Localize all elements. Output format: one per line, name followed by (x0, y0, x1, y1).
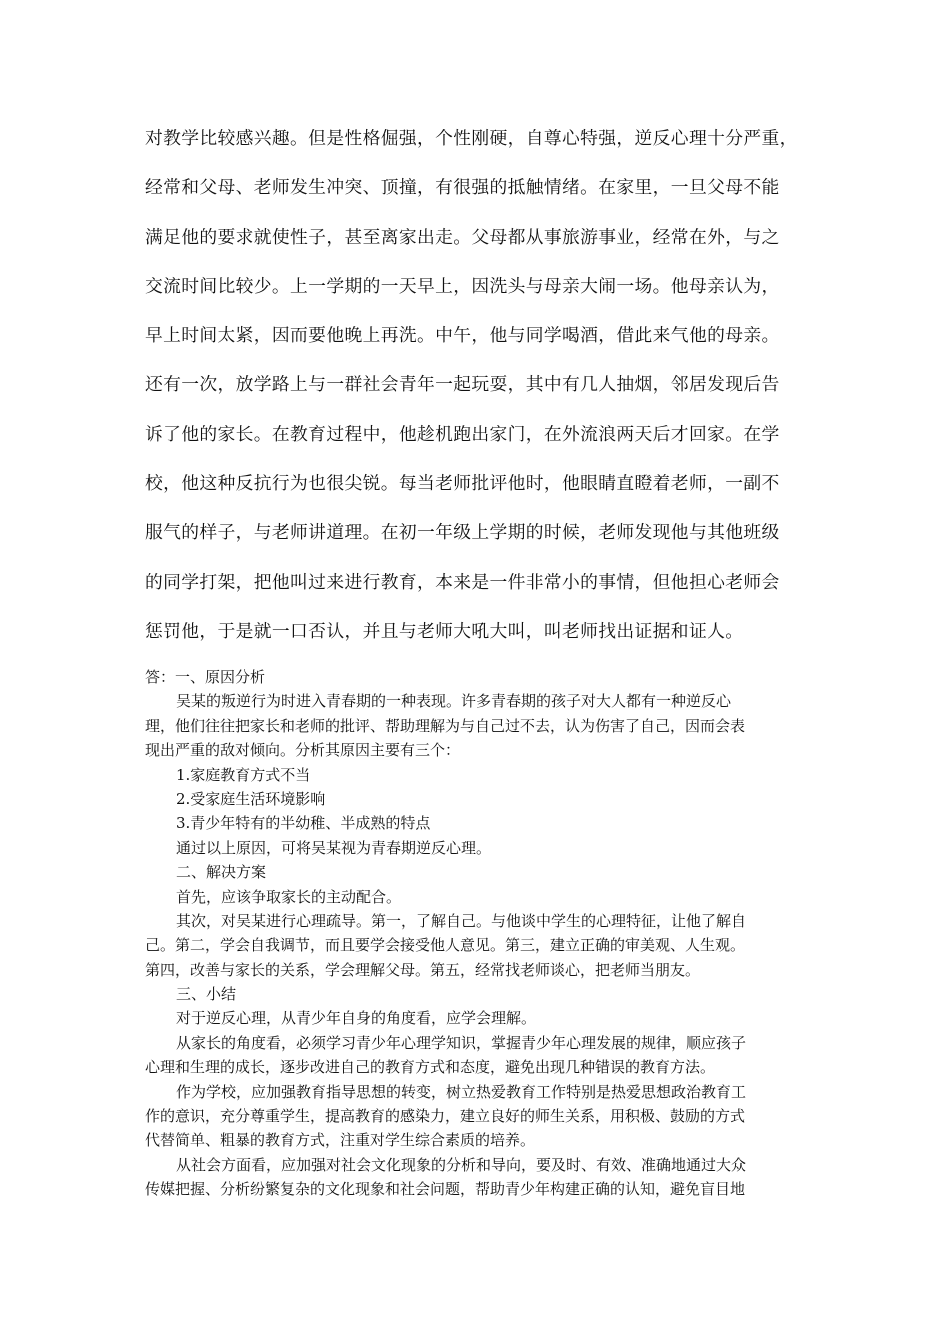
case-line: 还有一次，放学路上与一群社会青年一起玩耍，其中有几人抽烟，邻居发现后告 (145, 374, 780, 396)
answer-paragraph-line: 代替简单、粗暴的教育方式，注重对学生综合素质的培养。 (145, 1131, 536, 1150)
case-line: 服气的样子，与老师讲道理。在初一年级上学期的时候，老师发现他与其他班级 (145, 522, 780, 544)
case-line: 惩罚他，于是就一口否认，并且与老师大吼大叫，叫老师找出证据和证人。 (145, 620, 744, 642)
answer-paragraph-line: 心理和生理的成长，逐步改进自己的教育方式和态度，避免出现几种错误的教育方法。 (145, 1058, 716, 1077)
case-description (145, 122, 813, 664)
answer-paragraph-line: 现出严重的敌对倾向。分析其原因主要有三个： (145, 741, 461, 760)
answer-paragraph-line: 吴某的叛逆行为时进入青春期的一种表现。许多青春期的孩子对大人都有一种逆反心 (176, 692, 732, 711)
answer-heading: 答：一、原因分析 (145, 668, 266, 686)
answer-section (145, 665, 813, 1202)
answer-paragraph-line: 对于逆反心理，从青少年自身的角度看，应学会理解。 (176, 1009, 537, 1028)
case-line: 的同学打架，把他叫过来进行教育，本来是一件非常小的事情，但他担心老师会 (145, 571, 780, 593)
cause-list-item: 3.青少年特有的半幼稚、半成熟的特点 (176, 814, 431, 833)
case-line: 对教学比较感兴趣。但是性格倔强，个性刚硬，自尊心特强，逆反心理十分严重， (145, 128, 798, 149)
case-line: 经常和父母、老师发生冲突、顶撞，有很强的抵触情绪。在家里，一旦父母不能 (145, 177, 780, 199)
answer-paragraph-line: 首先，应该争取家长的主动配合。 (176, 887, 402, 906)
answer-paragraph-line: 传媒把握、分析纷繁复杂的文化现象和社会问题，帮助青少年构建正确的认知，避免盲目地 (145, 1180, 746, 1199)
case-line: 诉了他的家长。在教育过程中，他趁机跑出家门，在外流浪两天后才回家。在学 (145, 423, 780, 445)
answer-paragraph-line: 己。第二，学会自我调节，而且要学会接受他人意见。第三，建立正确的审美观、人生观。 (145, 936, 746, 955)
answer-paragraph-line: 从家长的角度看，必须学习青少年心理学知识，掌握青少年心理发展的规律，顺应孩子 (176, 1033, 747, 1052)
case-line: 交流时间比较少。上一学期的一天早上，因洗头与母亲大闹一场。他母亲认为， (145, 275, 780, 297)
answer-paragraph-line: 其次，对吴某进行心理疏导。第一，了解自己。与他谈中学生的心理特征，让他了解自 (176, 911, 747, 930)
answer-paragraph-line: 通过以上原因，可将吴某视为青春期逆反心理。 (176, 838, 492, 857)
section-heading-solution: 二、解决方案 (176, 863, 267, 882)
answer-paragraph-line: 作的意识，充分尊重学生，提高教育的感染力，建立良好的师生关系，用积极、鼓励的方式 (145, 1107, 746, 1126)
answer-paragraph-line: 理，他们往往把家长和老师的批评、帮助理解为与自己过不去，认为伤害了自己，因而会表 (145, 716, 746, 735)
cause-list-item: 2.受家庭生活环境影响 (176, 789, 326, 808)
case-line: 满足他的要求就使性子，甚至离家出走。父母都从事旅游事业，经常在外，与之 (145, 226, 780, 248)
answer-paragraph-line: 作为学校，应加强教育指导思想的转变，树立热爱教育工作特别是热爱思想政治教育工 (176, 1082, 747, 1101)
answer-paragraph-line: 第四，改善与家长的关系，学会理解父母。第五，经常找老师谈心，把老师当朋友。 (145, 960, 701, 979)
case-line: 早上时间太紧，因而要他晚上再洗。中午，他与同学喝酒，借此来气他的母亲。 (145, 325, 780, 347)
answer-paragraph-line: 从社会方面看，应加强对社会文化现象的分析和导向，要及时、有效、准确地通过大众 (176, 1155, 747, 1174)
section-heading-summary: 三、小结 (176, 985, 237, 1004)
case-line: 校，他这种反抗行为也很尖锐。每当老师批评他时，他眼睛直瞪着老师，一副不 (145, 473, 780, 495)
cause-list-item: 1.家庭教育方式不当 (176, 765, 311, 784)
